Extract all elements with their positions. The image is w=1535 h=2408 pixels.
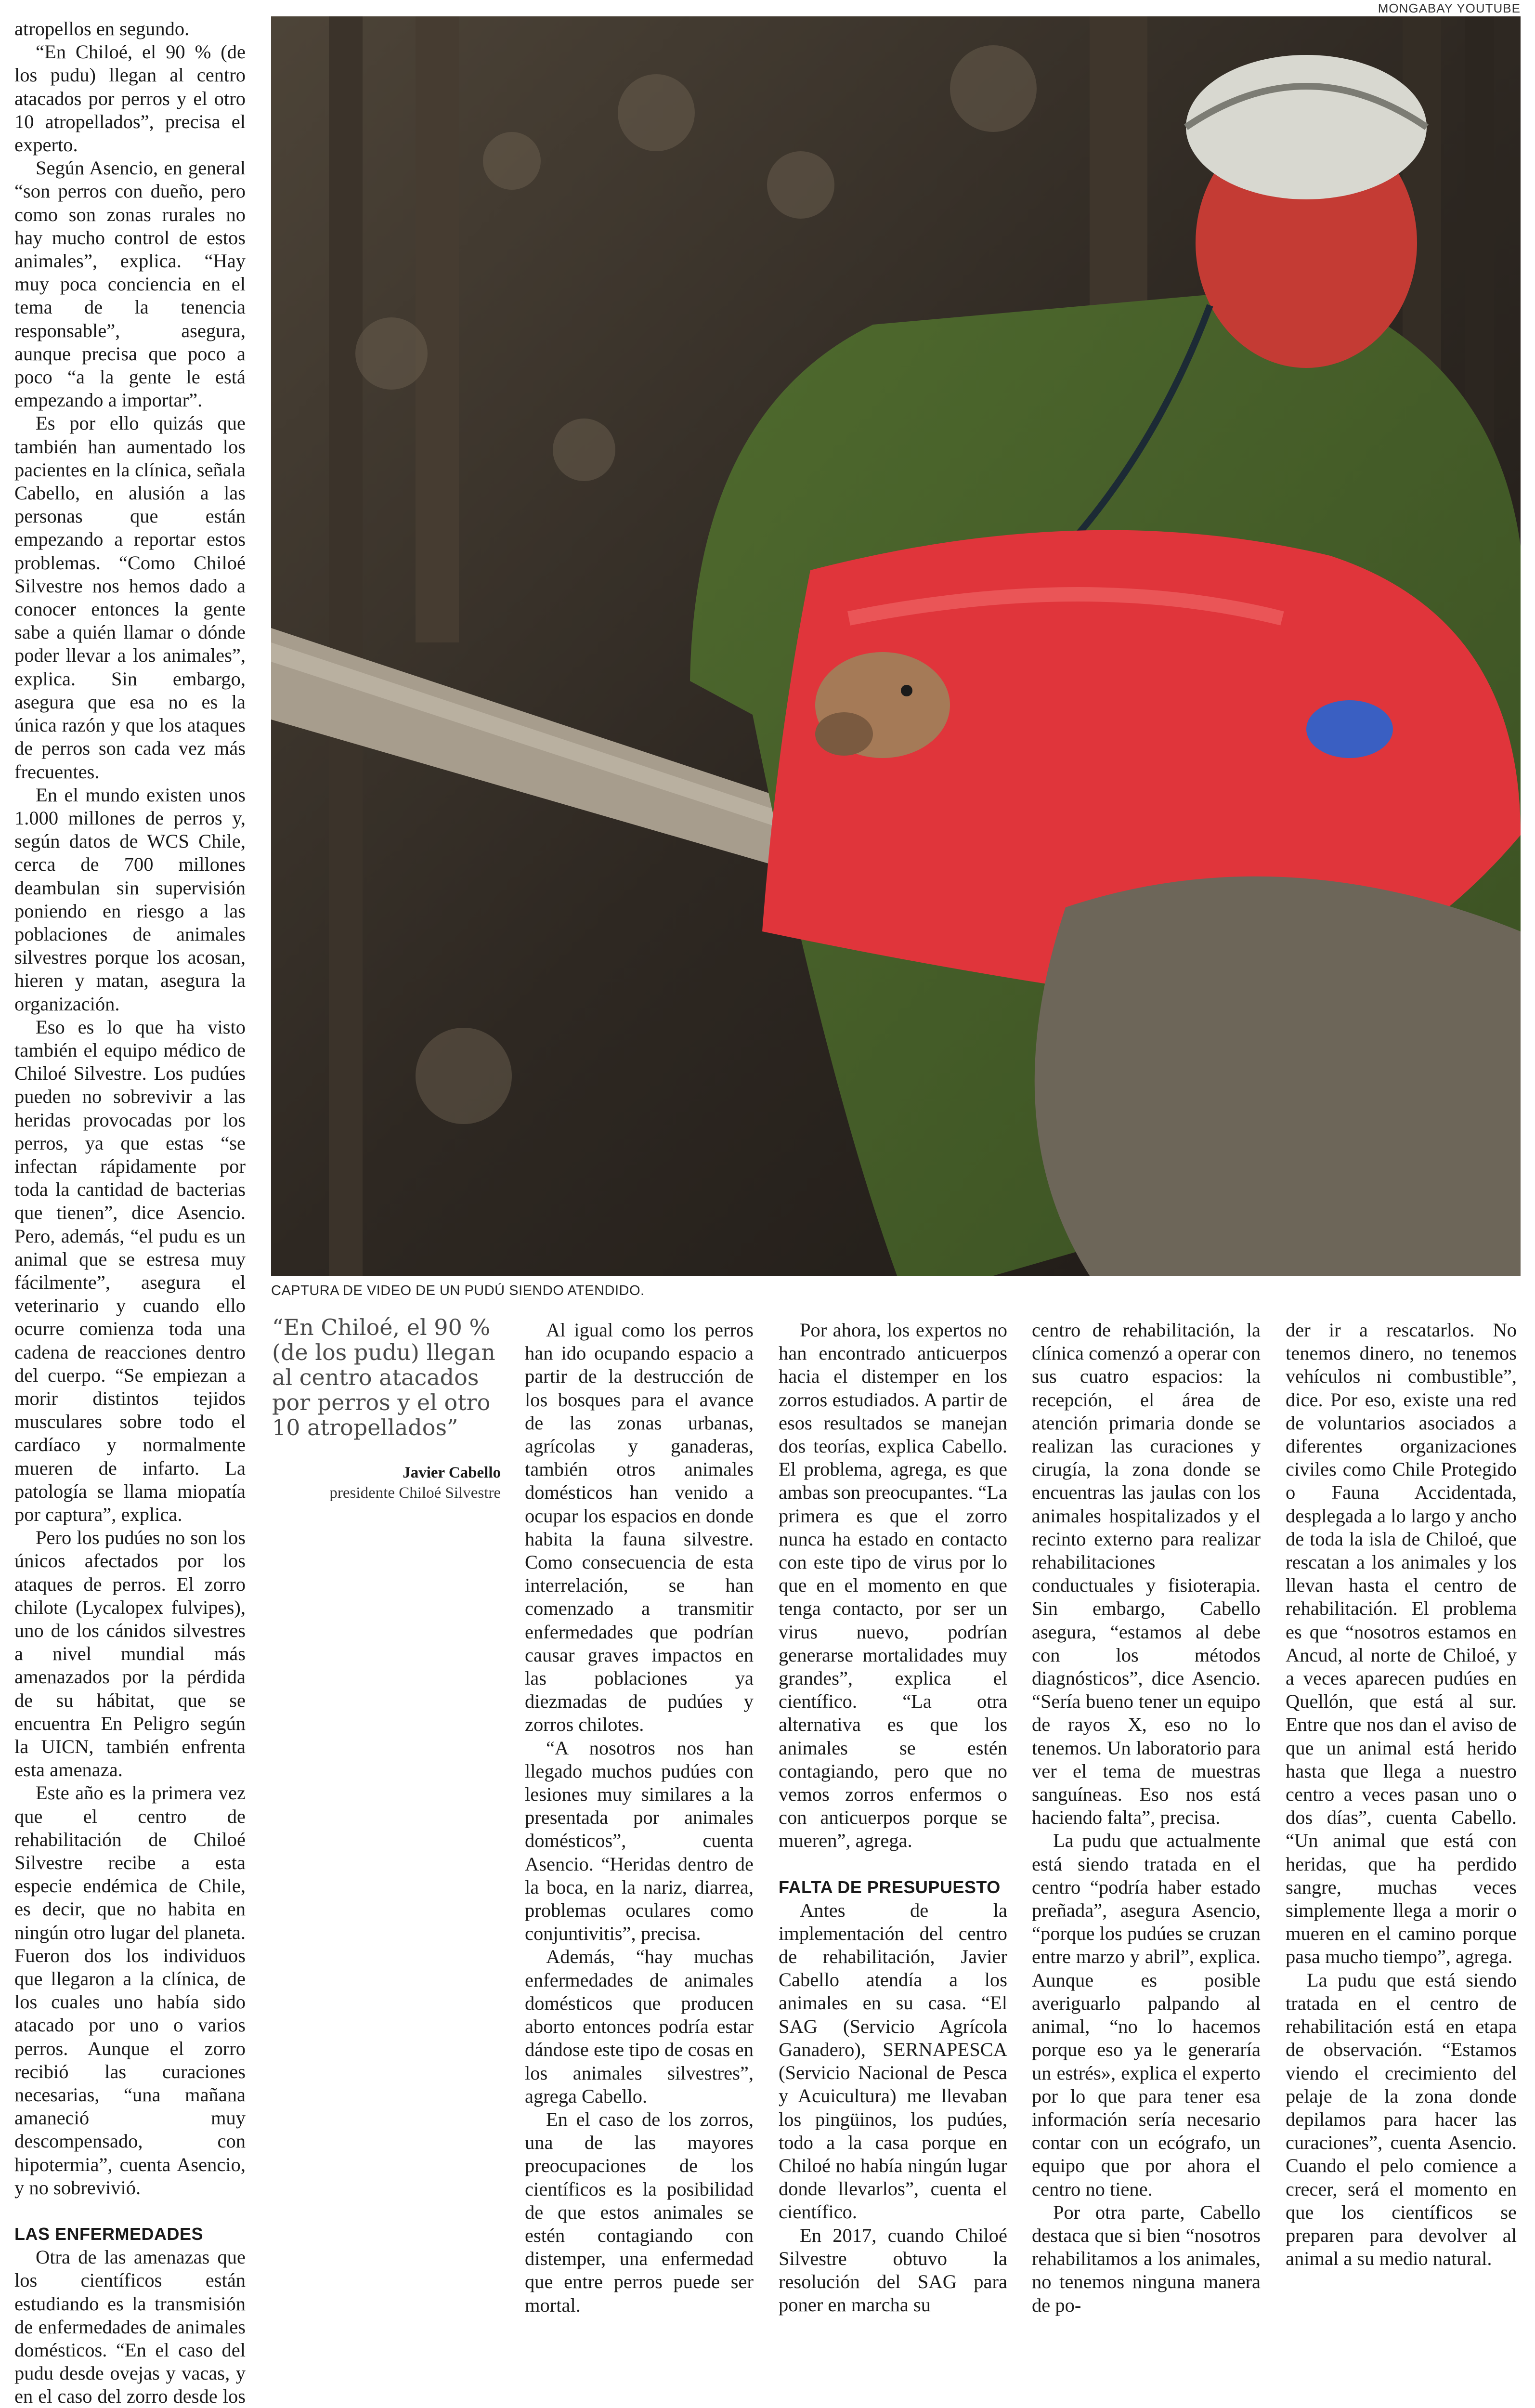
section-heading: LAS ENFERMEDADES <box>14 2224 204 2244</box>
article-column-1 <box>14 17 246 2408</box>
article-column-4 <box>1032 1319 1261 2317</box>
paragraph: Pero los pudúes no son los únicos afectados por los ataques de perros. El zorro chilote (Lycalopex fulvipes), uno de los cánidos silvestres a nivel mundial más amenazados por la pérdida de su hábitat, que se encuentra En Peligro según la UICN, también enfrenta esta amenaza. <box>14 1527 246 1781</box>
paragraph: Antes de la implementación del centro de rehabilitación, Javier Cabello atendía a los animales en su casa. “El SAG (Servicio Agrícola Ganadero), SERNAPESCA (Servicio Nacional de Pesca y Acuicultura) me llevaban los pingüinos, los pudúes, todo a la casa porque en Chiloé no había ningún lugar donde llevarlos”, cuenta el científico. <box>779 1899 1007 2223</box>
article-column-5 <box>1286 1319 1517 2270</box>
paragraph: En el mundo existen unos 1.000 millones de perros y, según datos de WCS Chile, cerca de 700 millones deambulan sin supervisión poniendo en riesgo a las poblaciones de animales silvestres porque los acosan, hieren y matan, asegura la organización. <box>14 784 246 1015</box>
pull-quote-author: Javier Cabello <box>403 1464 501 1481</box>
paragraph: Eso es lo que ha visto también el equipo médico de Chiloé Silvestre. Los pudúes pueden no sobrevivir a las heridas provocadas por los perros, ya que estas “se infectan rápidamente por toda la cantidad de bacterias que tienen”, dice Asencio. Pero, además, “el pudu es un animal que se estresa muy fácilmente”, asegura el veterinario y cuando ello ocurre comienza toda una cadena de reacciones dentro del cuerpo. “Se empiezan a morir distintos tejidos musculares sobre todo el cardíaco y normalmente mueren de infarto. La patología se llama miopatía por captura”, explica. <box>14 1016 246 1525</box>
paragraph: centro de rehabilitación, la clínica comenzó a operar con sus cuatro espacios: la recepción, el área de atención primaria donde se realizan las curaciones y cirugía, la zona donde se encuentras las jaulas con los animales hospitalizados y el recinto externo para realizar rehabilitaciones conductuales y fisioterapia. Sin embargo, Cabello asegura, “estamos al debe con los métodos diagnósticos”, dice Asencio. “Sería bueno tener un equipo de rayos X, eso no lo tenemos. Un laboratorio para ver el tema de muestras sanguíneas. Eso nos está haciendo falta”, precisa. <box>1032 1319 1261 1829</box>
article-column-3 <box>779 1319 1007 2316</box>
paragraph: La pudu que está siendo tratada en el centro de rehabilitación está en etapa de observación. “Estamos viendo el crecimiento del pelaje de la zona donde depilamos para hacer las curaciones”, cuenta Asencio. Cuando el pelo comience a crecer, será el momento en que los científicos se preparen para devolver al animal a su medio natural. <box>1286 1969 1517 2270</box>
paragraph: Según Asencio, en general “son perros con dueño, pero como son zonas rurales no hay mucho control de estos animales”, explica. “Hay muy poca conciencia en el tema de la tenencia responsable”, asegura, aunque precisa que poco a poco “a la gente le está empezando a importar”. <box>14 157 246 411</box>
section-heading: FALTA DE PRESUPUESTO <box>779 1877 1001 1897</box>
paragraph: Al igual como los perros han ido ocupando espacio a partir de la destrucción de los bosques para el avance de las zonas urbanas, agrícolas y ganaderas, también otros animales domésticos han venido a ocupar los espacios en donde habita la fauna silvestre. Como consecuencia de esta interrelación, se han comenzado a transmitir enfermedades que podrían causar graves impactos en las poblaciones ya diezmadas de pudúes y zorros chilotes. <box>525 1319 754 1736</box>
paragraph: Este año es la primera vez que el centro de rehabilitación de Chiloé Silvestre recibe a esta especie endémica de Chile, es decir, que no habita en ningún otro lugar del planeta. Fueron dos los individuos que llegaron a la clínica, de los cuales uno había sido atacado por uno o varios perros. Aunque el zorro recibió las curaciones necesarias, “una mañana amaneció muy descompensado, con hipotermia”, cuenta Asencio, y no sobrevivió. <box>14 1782 246 2199</box>
paragraph: “A nosotros nos han llegado muchos pudúes con lesiones muy similares a la presentada por animales domésticos”, cuenta Asencio. “Heridas dentro de la boca, en la nariz, diarrea, problemas oculares como conjuntivitis”, precisa. <box>525 1737 754 1945</box>
paragraph: La pudu que actualmente está siendo tratada en el centro “podría haber estado preñada”, asegura Asencio, “porque los pudúes se cruzan entre marzo y abril”, explica. Aunque es posible averiguarlo palpando al animal, “no lo hacemos porque eso ya le generaría un estrés», explica el experto por lo que para tener esa información sería necesario contar con un ecógrafo, un equipo que por ahora el centro no tiene. <box>1032 1830 1261 2200</box>
paragraph: Otra de las amenazas que los científicos están estudiando es la transmisión de enfermedades de animales domésticos. “En el caso del pudu desde ovejas y vacas, y en el caso del zorro desde los <box>14 2246 246 2408</box>
paragraph: atropellos en segundo. <box>14 18 190 39</box>
paragraph: En 2017, cuando Chiloé Silvestre obtuvo la resolución del SAG para poner en marcha su <box>779 2224 1007 2316</box>
pull-quote-role: presidente Chiloé Silvestre <box>329 1484 501 1502</box>
pull-quote: “En Chiloé, el 90 % (de los pudu) llegan al centro atacados por perros y el otro 10 atropellados” <box>272 1314 495 1440</box>
photo-credit: MONGABAY YOUTUBE <box>1378 1 1521 15</box>
photo-caption: CAPTURA DE VIDEO DE UN PUDÚ SIENDO ATENDIDO. <box>271 1283 645 1298</box>
paragraph: Por otra parte, Cabello destaca que si bien “nosotros rehabilitamos a los animales, no tenemos ninguna manera de po- <box>1032 2201 1261 2316</box>
paragraph: Además, “hay muchas enfermedades de animales domésticos que producen aborto entonces podría estar dándose este tipo de cosas en los animales silvestres”, agrega Cabello. <box>525 1946 754 2107</box>
paragraph: “En Chiloé, el 90 % (de los pudu) llegan al centro atacados por perros y el otro 10 atropellados”, precisa el experto. <box>14 41 246 156</box>
paragraph: Es por ello quizás que también han aumentado los pacientes en la clínica, señala Cabello, en alusión a las personas que están empezando a reportar estos problemas. “Como Chiloé Silvestre nos hemos dado a conocer entonces la gente sabe a quién llamar o dónde poder llevar a los animales”, explica. Sin embargo, asegura que esa no es la única razón y que los ataques de perros son cada vez más frecuentes. <box>14 412 246 783</box>
article-photo <box>271 16 1521 1276</box>
paragraph: Por ahora, los expertos no han encontrado anticuerpos hacia el distemper en los zorros estudiados. A partir de esos resultados se manejan dos teorías, explica Cabello. El problema, agrega, es que ambas son preocupantes. “La primera es que el zorro nunca ha estado en contacto con este tipo de virus por lo que en el momento en que tenga contacto, por ser un virus nuevo, podrían generarse mortalidades muy grandes”, explica el científico. “La otra alternativa es que los animales se estén contagiando, pero que no vemos zorros enfermos o con anticuerpos porque se mueren”, agrega. <box>779 1319 1007 1852</box>
article-column-2 <box>525 1319 754 2317</box>
photo-illustration <box>271 16 1521 1276</box>
paragraph: En el caso de los zorros, una de las mayores preocupaciones de los científicos es la posibilidad de que estos animales se estén contagiando con distemper, una enfermedad que entre perros puede ser mortal. <box>525 2108 754 2316</box>
paragraph: der ir a rescatarlos. No tenemos dinero, no tenemos vehículos ni combustible”, dice. Por eso, existe una red de voluntarios asociados a diferentes organizaciones civiles como Chile Protegido o Fauna Accidentada, desplegada a lo largo y ancho de toda la isla de Chiloé, que rescatan a los animales y los llevan hasta el centro de rehabilitación. El problema es que “nosotros estamos en Ancud, al norte de Chiloé, y a veces aparecen pudúes en Quellón, que está al sur. Entre que nos dan el aviso de que un animal está herido hasta que llega a nuestro centro a veces pasan uno o dos días”, cuenta Cabello. “Un animal que está con heridas, que ha perdido sangre, muchas veces simplemente llega a morir o mueren en el camino porque pasa mucho tiempo”, agrega. <box>1286 1319 1517 1968</box>
